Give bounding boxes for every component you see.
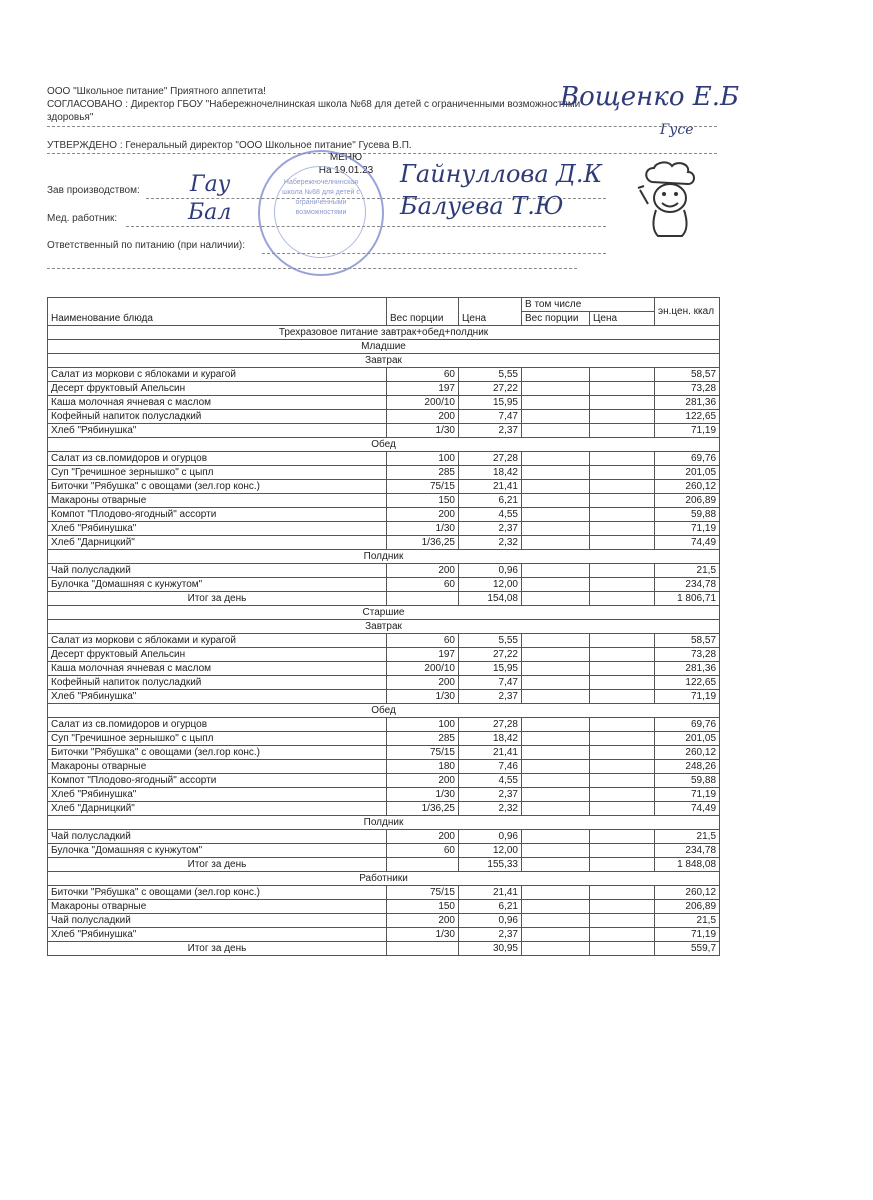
portion-cell: 75/15	[387, 480, 459, 494]
section-row	[48, 326, 720, 340]
section-label: Работники	[48, 872, 720, 886]
sub-portion-cell	[522, 536, 590, 550]
table-row	[48, 830, 720, 844]
sub-portion-cell	[522, 564, 590, 578]
price-cell: 0,96	[459, 564, 522, 578]
price-cell: 21,41	[459, 746, 522, 760]
sub-portion-cell	[522, 662, 590, 676]
price-cell: 27,28	[459, 718, 522, 732]
portion-cell: 1/36,25	[387, 536, 459, 550]
kcal-cell: 260,12	[655, 480, 720, 494]
sub-portion-cell	[522, 886, 590, 900]
price-cell: 12,00	[459, 844, 522, 858]
dish-name-cell: Макароны отварные	[48, 760, 387, 774]
header-portion: Вес порции	[387, 298, 459, 326]
table-row	[48, 494, 720, 508]
kcal-cell: 59,88	[655, 508, 720, 522]
sub-price-cell	[590, 718, 655, 732]
sub-price-cell	[590, 466, 655, 480]
table-row	[48, 662, 720, 676]
kcal-cell: 58,57	[655, 634, 720, 648]
table-row	[48, 452, 720, 466]
kcal-cell: 122,65	[655, 410, 720, 424]
kcal-cell: 260,12	[655, 746, 720, 760]
portion-cell: 200	[387, 914, 459, 928]
table-row	[48, 410, 720, 424]
header-price: Цена	[459, 298, 522, 326]
table-row	[48, 466, 720, 480]
kcal-cell: 122,65	[655, 676, 720, 690]
section-label: Полдник	[48, 816, 720, 830]
portion-cell: 150	[387, 900, 459, 914]
director-signature: Вощенко Е.Б	[560, 82, 740, 112]
sub-price-cell	[590, 844, 655, 858]
dish-name-cell: Салат из моркови с яблоками и курагой	[48, 634, 387, 648]
section-row	[48, 606, 720, 620]
sub-portion-cell	[522, 578, 590, 592]
kcal-cell: 21,5	[655, 914, 720, 928]
sub-portion-cell	[522, 732, 590, 746]
table-row	[48, 760, 720, 774]
portion-cell: 1/30	[387, 928, 459, 942]
sub-portion-cell	[522, 592, 590, 606]
portion-cell: 200	[387, 676, 459, 690]
portion-cell: 100	[387, 452, 459, 466]
production-head-initials: Гау	[190, 172, 231, 197]
sub-portion-cell	[522, 634, 590, 648]
kcal-cell: 74,49	[655, 802, 720, 816]
price-cell: 5,55	[459, 634, 522, 648]
price-cell: 0,96	[459, 914, 522, 928]
portion-cell: 200	[387, 830, 459, 844]
table-header-row-1	[48, 298, 720, 312]
table-row	[48, 648, 720, 662]
table-row	[48, 690, 720, 704]
sub-portion-cell	[522, 830, 590, 844]
table-row	[48, 522, 720, 536]
sub-price-cell	[590, 830, 655, 844]
price-cell: 2,37	[459, 928, 522, 942]
sub-price-cell	[590, 732, 655, 746]
section-row	[48, 704, 720, 718]
dish-name-cell: Десерт фруктовый Апельсин	[48, 382, 387, 396]
price-cell: 5,55	[459, 368, 522, 382]
dish-name-cell: Булочка "Домашняя с кунжутом"	[48, 578, 387, 592]
section-row	[48, 438, 720, 452]
portion-cell: 75/15	[387, 886, 459, 900]
portion-cell: 1/30	[387, 788, 459, 802]
header-sub-portion: Вес порции	[522, 312, 590, 326]
kcal-cell: 73,28	[655, 648, 720, 662]
table-row	[48, 914, 720, 928]
kcal-cell: 59,88	[655, 774, 720, 788]
dish-name-cell: Салат из св.помидоров и огурцов	[48, 718, 387, 732]
table-row	[48, 886, 720, 900]
sub-price-cell	[590, 760, 655, 774]
approved-line: УТВЕРЖДЕНО : Генеральный директор "ООО Школьное питание" Гусева В.П.	[47, 140, 412, 151]
menu-date: На 19.01.23	[318, 165, 374, 176]
dish-name-cell: Биточки "Рябушка" с овощами (зел.гор конс.)	[48, 746, 387, 760]
kcal-cell: 74,49	[655, 536, 720, 550]
sub-price-cell	[590, 522, 655, 536]
stamp-text: Набережночелнинская школа №68 для детей с ограниченными возможностями	[282, 179, 360, 216]
sub-price-cell	[590, 886, 655, 900]
dish-name-cell: Чай полусладкий	[48, 830, 387, 844]
header-dish: Наименование блюда	[48, 298, 387, 326]
kcal-cell: 234,78	[655, 578, 720, 592]
dish-name-cell: Суп "Гречишное зернышко" с цыпл	[48, 732, 387, 746]
sub-price-cell	[590, 774, 655, 788]
menu-table-body	[48, 298, 720, 956]
sub-price-cell	[590, 494, 655, 508]
kcal-cell: 281,36	[655, 396, 720, 410]
portion-cell: 150	[387, 494, 459, 508]
sub-price-cell	[590, 452, 655, 466]
total-row	[48, 942, 720, 956]
dish-name-cell: Хлеб "Дарницкий"	[48, 536, 387, 550]
kcal-cell: 71,19	[655, 424, 720, 438]
table-row	[48, 732, 720, 746]
kcal-cell: 206,89	[655, 494, 720, 508]
table-row	[48, 424, 720, 438]
dish-name-cell: Компот "Плодово-ягодный" ассорти	[48, 774, 387, 788]
portion-cell: 285	[387, 466, 459, 480]
section-label: Обед	[48, 704, 720, 718]
section-row	[48, 550, 720, 564]
portion-cell: 200	[387, 564, 459, 578]
sub-price-cell	[590, 900, 655, 914]
portion-cell	[387, 942, 459, 956]
dish-name-cell: Суп "Гречишное зернышко" с цыпл	[48, 466, 387, 480]
sub-portion-cell	[522, 410, 590, 424]
section-row	[48, 340, 720, 354]
table-row	[48, 774, 720, 788]
sub-portion-cell	[522, 788, 590, 802]
dish-name-cell: Итог за день	[48, 942, 387, 956]
portion-cell: 1/30	[387, 522, 459, 536]
table-row	[48, 900, 720, 914]
medic-signature: Балуева Т.Ю	[400, 192, 564, 220]
price-cell: 15,95	[459, 396, 522, 410]
kcal-cell: 234,78	[655, 844, 720, 858]
sub-portion-cell	[522, 424, 590, 438]
portion-cell: 60	[387, 368, 459, 382]
dish-name-cell: Компот "Плодово-ягодный" ассорти	[48, 508, 387, 522]
price-cell: 7,46	[459, 760, 522, 774]
section-label: Завтрак	[48, 620, 720, 634]
dish-name-cell: Хлеб "Дарницкий"	[48, 802, 387, 816]
price-cell: 2,32	[459, 536, 522, 550]
table-row	[48, 578, 720, 592]
sub-portion-cell	[522, 480, 590, 494]
header-energy: эн.цен. ккал	[655, 298, 720, 326]
sub-portion-cell	[522, 858, 590, 872]
sub-portion-cell	[522, 396, 590, 410]
dish-name-cell: Макароны отварные	[48, 494, 387, 508]
sub-portion-cell	[522, 928, 590, 942]
price-cell: 21,41	[459, 480, 522, 494]
portion-cell	[387, 592, 459, 606]
portion-cell: 60	[387, 578, 459, 592]
sub-portion-cell	[522, 718, 590, 732]
portion-cell: 100	[387, 718, 459, 732]
section-row	[48, 354, 720, 368]
sub-price-cell	[590, 634, 655, 648]
kcal-cell: 201,05	[655, 732, 720, 746]
dish-name-cell: Кофейный напиток полусладкий	[48, 676, 387, 690]
price-cell: 4,55	[459, 774, 522, 788]
total-row	[48, 592, 720, 606]
table-row	[48, 480, 720, 494]
kcal-cell: 69,76	[655, 718, 720, 732]
section-row	[48, 816, 720, 830]
dish-name-cell: Чай полусладкий	[48, 564, 387, 578]
sub-portion-cell	[522, 508, 590, 522]
portion-cell: 197	[387, 648, 459, 662]
dish-name-cell: Каша молочная ячневая с маслом	[48, 662, 387, 676]
dish-name-cell: Булочка "Домашняя с кунжутом"	[48, 844, 387, 858]
sub-portion-cell	[522, 760, 590, 774]
price-cell: 2,37	[459, 690, 522, 704]
price-cell: 4,55	[459, 508, 522, 522]
medic-label: Мед. работник:	[47, 213, 118, 224]
table-row	[48, 844, 720, 858]
sub-price-cell	[590, 480, 655, 494]
sub-price-cell	[590, 802, 655, 816]
price-cell: 154,08	[459, 592, 522, 606]
kcal-cell: 281,36	[655, 662, 720, 676]
table-row	[48, 536, 720, 550]
sub-price-cell	[590, 746, 655, 760]
section-label: Трехразовое питание завтрак+обед+полдник	[48, 326, 720, 340]
kcal-cell: 73,28	[655, 382, 720, 396]
kcal-cell: 69,76	[655, 452, 720, 466]
price-cell: 27,22	[459, 382, 522, 396]
price-cell: 18,42	[459, 732, 522, 746]
sub-portion-cell	[522, 494, 590, 508]
sub-price-cell	[590, 676, 655, 690]
dish-name-cell: Хлеб "Рябинушка"	[48, 788, 387, 802]
price-cell: 27,22	[459, 648, 522, 662]
price-cell: 6,21	[459, 494, 522, 508]
table-row	[48, 368, 720, 382]
table-row	[48, 634, 720, 648]
sub-price-cell	[590, 410, 655, 424]
portion-cell: 60	[387, 844, 459, 858]
dish-name-cell: Салат из моркови с яблоками и курагой	[48, 368, 387, 382]
price-cell: 27,28	[459, 452, 522, 466]
dish-name-cell: Биточки "Рябушка" с овощами (зел.гор конс.)	[48, 886, 387, 900]
company-line: ООО "Школьное питание" Приятного аппетита!	[47, 86, 266, 97]
price-cell: 155,33	[459, 858, 522, 872]
portion-cell: 197	[387, 382, 459, 396]
price-cell: 2,37	[459, 424, 522, 438]
table-row	[48, 396, 720, 410]
sub-price-cell	[590, 928, 655, 942]
kcal-cell: 206,89	[655, 900, 720, 914]
table-row	[48, 508, 720, 522]
sub-portion-cell	[522, 648, 590, 662]
sub-price-cell	[590, 662, 655, 676]
price-cell: 2,32	[459, 802, 522, 816]
sub-price-cell	[590, 592, 655, 606]
kcal-cell: 71,19	[655, 928, 720, 942]
dish-name-cell: Хлеб "Рябинушка"	[48, 690, 387, 704]
sub-portion-cell	[522, 676, 590, 690]
kcal-cell: 559,7	[655, 942, 720, 956]
price-cell: 21,41	[459, 886, 522, 900]
sub-portion-cell	[522, 942, 590, 956]
price-cell: 2,37	[459, 522, 522, 536]
sub-portion-cell	[522, 368, 590, 382]
table-row	[48, 564, 720, 578]
portion-cell: 1/30	[387, 424, 459, 438]
price-cell: 30,95	[459, 942, 522, 956]
dish-name-cell: Салат из св.помидоров и огурцов	[48, 452, 387, 466]
kcal-cell: 260,12	[655, 886, 720, 900]
medic-initials: Бал	[188, 200, 232, 225]
sub-price-cell	[590, 368, 655, 382]
dish-name-cell: Кофейный напиток полусладкий	[48, 410, 387, 424]
sub-portion-cell	[522, 900, 590, 914]
header-including: В том числе	[522, 298, 655, 312]
sub-price-cell	[590, 690, 655, 704]
sub-portion-cell	[522, 382, 590, 396]
sub-portion-cell	[522, 452, 590, 466]
section-label: Полдник	[48, 550, 720, 564]
sub-portion-cell	[522, 844, 590, 858]
sub-price-cell	[590, 914, 655, 928]
sub-price-cell	[590, 578, 655, 592]
kcal-cell: 248,26	[655, 760, 720, 774]
sub-price-cell	[590, 942, 655, 956]
table-row	[48, 788, 720, 802]
general-director-signature: Гусе	[660, 122, 694, 138]
dish-name-cell: Итог за день	[48, 858, 387, 872]
portion-cell: 60	[387, 634, 459, 648]
sub-portion-cell	[522, 690, 590, 704]
price-cell: 7,47	[459, 410, 522, 424]
dish-name-cell: Макароны отварные	[48, 900, 387, 914]
table-row	[48, 676, 720, 690]
school-stamp	[258, 150, 384, 276]
section-label: Обед	[48, 438, 720, 452]
production-head-signature: Гайнуллова Д.К	[400, 160, 603, 188]
kcal-cell: 71,19	[655, 690, 720, 704]
dish-name-cell: Хлеб "Рябинушка"	[48, 424, 387, 438]
dish-name-cell: Итог за день	[48, 592, 387, 606]
table-row	[48, 746, 720, 760]
sub-price-cell	[590, 858, 655, 872]
sub-portion-cell	[522, 466, 590, 480]
sub-portion-cell	[522, 914, 590, 928]
section-row	[48, 872, 720, 886]
portion-cell: 180	[387, 760, 459, 774]
price-cell: 2,37	[459, 788, 522, 802]
sub-price-cell	[590, 396, 655, 410]
production-head-label: Зав производством:	[47, 185, 140, 196]
responsible-label: Ответственный по питанию (при наличии):	[47, 240, 246, 251]
portion-cell: 200	[387, 774, 459, 788]
portion-cell: 1/30	[387, 690, 459, 704]
price-cell: 15,95	[459, 662, 522, 676]
kcal-cell: 21,5	[655, 564, 720, 578]
price-cell: 12,00	[459, 578, 522, 592]
sub-price-cell	[590, 382, 655, 396]
portion-cell: 1/36,25	[387, 802, 459, 816]
price-cell: 6,21	[459, 900, 522, 914]
portion-cell: 200/10	[387, 396, 459, 410]
sub-price-cell	[590, 648, 655, 662]
portion-cell: 200/10	[387, 662, 459, 676]
table-row	[48, 382, 720, 396]
sub-portion-cell	[522, 522, 590, 536]
section-label: Завтрак	[48, 354, 720, 368]
sub-portion-cell	[522, 802, 590, 816]
price-cell: 7,47	[459, 676, 522, 690]
kcal-cell: 71,19	[655, 788, 720, 802]
portion-cell	[387, 858, 459, 872]
table-row	[48, 802, 720, 816]
dish-name-cell: Хлеб "Рябинушка"	[48, 522, 387, 536]
kcal-cell: 1 806,71	[655, 592, 720, 606]
kcal-cell: 201,05	[655, 466, 720, 480]
sub-price-cell	[590, 424, 655, 438]
price-cell: 18,42	[459, 466, 522, 480]
header-sub-price: Цена	[590, 312, 655, 326]
kcal-cell: 1 848,08	[655, 858, 720, 872]
portion-cell: 285	[387, 732, 459, 746]
table-row	[48, 928, 720, 942]
sub-portion-cell	[522, 746, 590, 760]
dish-name-cell: Десерт фруктовый Апельсин	[48, 648, 387, 662]
section-row	[48, 620, 720, 634]
sub-price-cell	[590, 564, 655, 578]
section-label: Младшие	[48, 340, 720, 354]
dish-name-cell: Биточки "Рябушка" с овощами (зел.гор конс.)	[48, 480, 387, 494]
agreed-rule	[47, 126, 717, 127]
section-label: Старшие	[48, 606, 720, 620]
kcal-cell: 58,57	[655, 368, 720, 382]
agreed-line: СОГЛАСОВАНО : Директор ГБОУ "Набережночелнинская школа №68 для детей с ограниченными возможностями	[47, 99, 581, 110]
agreed-line-continued: здоровья"	[47, 112, 94, 123]
sub-price-cell	[590, 536, 655, 550]
total-row	[48, 858, 720, 872]
portion-cell: 200	[387, 508, 459, 522]
price-cell: 0,96	[459, 830, 522, 844]
portion-cell: 75/15	[387, 746, 459, 760]
sub-price-cell	[590, 788, 655, 802]
sub-price-cell	[590, 508, 655, 522]
dish-name-cell: Чай полусладкий	[48, 914, 387, 928]
sub-portion-cell	[522, 774, 590, 788]
chef-logo-icon	[630, 160, 710, 240]
menu-table	[47, 297, 720, 956]
portion-cell: 200	[387, 410, 459, 424]
kcal-cell: 21,5	[655, 830, 720, 844]
dish-name-cell: Каша молочная ячневая с маслом	[48, 396, 387, 410]
table-row	[48, 718, 720, 732]
dish-name-cell: Хлеб "Рябинушка"	[48, 928, 387, 942]
menu-title: МЕНЮ	[329, 152, 363, 163]
kcal-cell: 71,19	[655, 522, 720, 536]
